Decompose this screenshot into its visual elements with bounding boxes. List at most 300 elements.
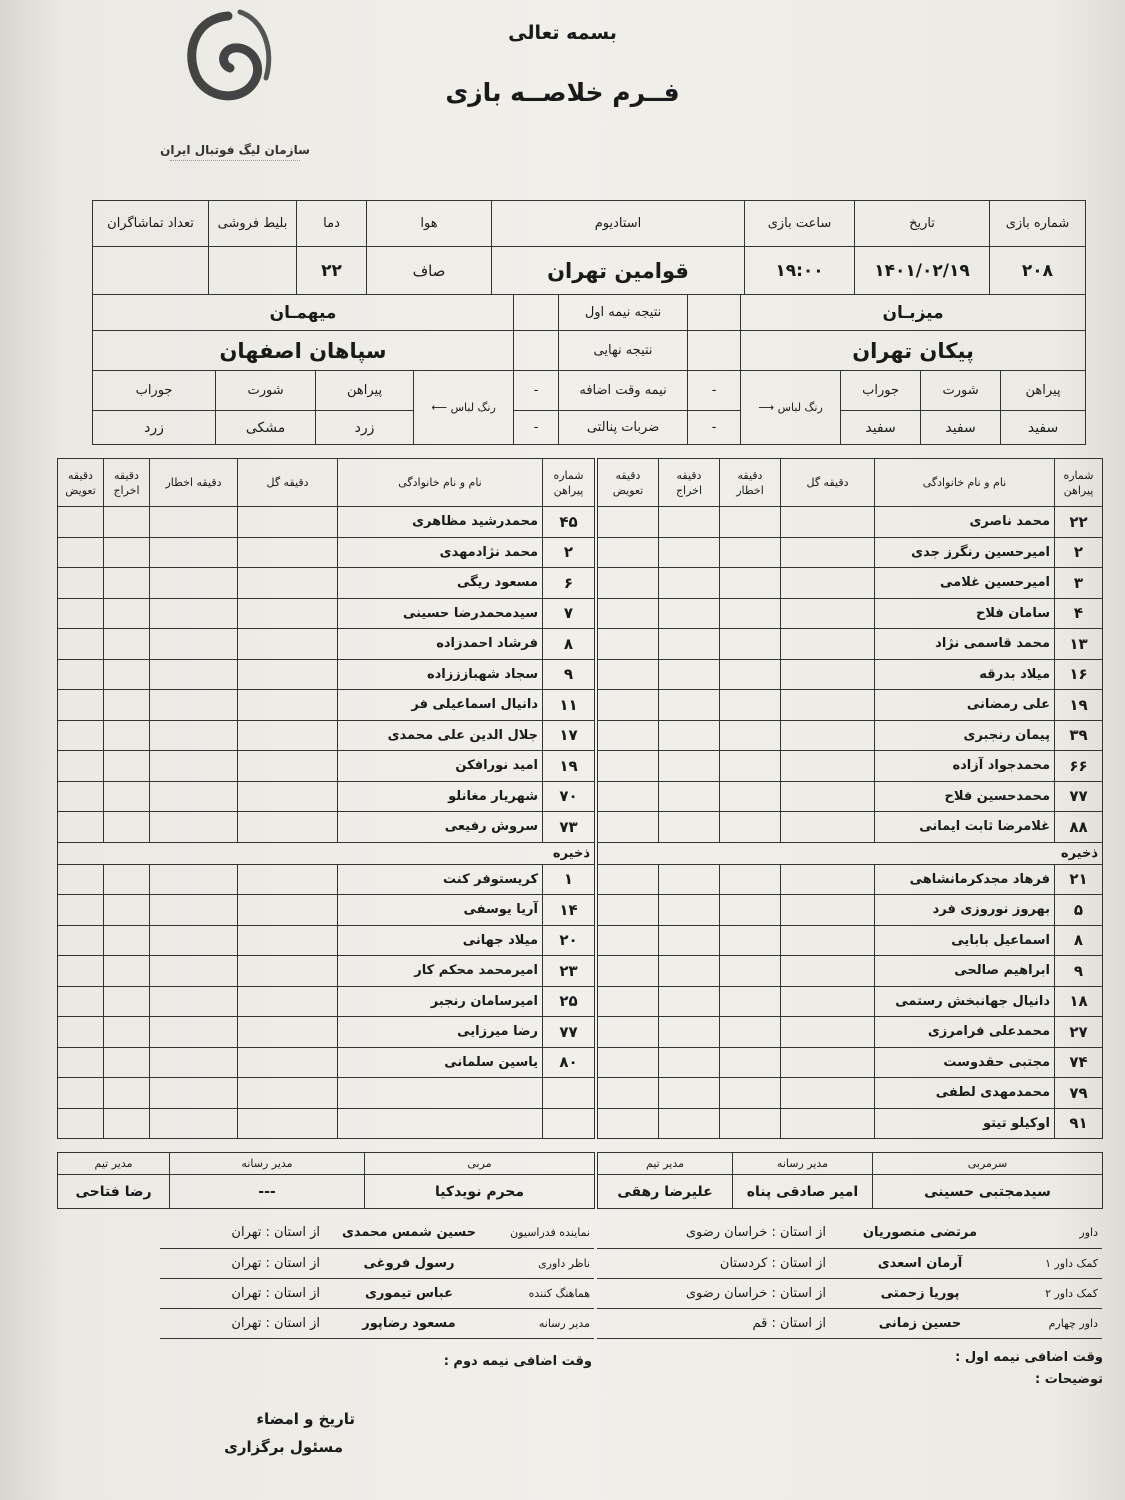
player-number: ۱۹ bbox=[543, 751, 595, 782]
ar1-label: کمک داور ۱ bbox=[1010, 1248, 1102, 1278]
minute-cell bbox=[150, 568, 238, 599]
minute-cell bbox=[104, 986, 150, 1017]
player-row bbox=[598, 812, 1103, 843]
minute-cell bbox=[659, 812, 720, 843]
guest-coach-label: مربی bbox=[365, 1153, 595, 1175]
minute-cell bbox=[659, 895, 720, 926]
minute-cell bbox=[150, 537, 238, 568]
minute-cell bbox=[720, 925, 781, 956]
minute-cell bbox=[58, 690, 104, 721]
minute-cell bbox=[104, 895, 150, 926]
player-number: ۳۹ bbox=[1055, 720, 1103, 751]
minute-cell bbox=[150, 751, 238, 782]
ref-observer-label: ناظر داوری bbox=[494, 1248, 594, 1278]
player-number: ۶ bbox=[543, 568, 595, 599]
referees-table bbox=[597, 1218, 1102, 1339]
weather-value: صاف bbox=[367, 247, 492, 295]
minute-cell bbox=[659, 864, 720, 895]
minute-cell bbox=[781, 720, 875, 751]
minute-cell bbox=[58, 864, 104, 895]
empty-row bbox=[58, 1078, 595, 1109]
minute-cell bbox=[238, 956, 338, 987]
fed-rep-label: نماینده فدراسیون bbox=[494, 1218, 594, 1248]
player-row bbox=[58, 507, 595, 538]
minute-cell bbox=[781, 1017, 875, 1048]
player-name: علی رمضانی bbox=[875, 690, 1055, 721]
minute-cell bbox=[598, 568, 659, 599]
player-row bbox=[58, 690, 595, 721]
player-row bbox=[58, 537, 595, 568]
minute-cell bbox=[104, 568, 150, 599]
player-name: محمد قاسمی نژاد bbox=[875, 629, 1055, 660]
player-name: مجتبی حقدوست bbox=[875, 1047, 1055, 1078]
host-label: میزبـان bbox=[741, 295, 1086, 331]
player-row bbox=[58, 812, 595, 843]
player-number: ۷۹ bbox=[1055, 1078, 1103, 1109]
referee-province: از استان : خراسان رضوی bbox=[597, 1218, 830, 1248]
host-header-warning: دقیقه اخطار bbox=[720, 459, 781, 507]
player-name: مسعود ریگی bbox=[338, 568, 543, 599]
minute-cell bbox=[598, 925, 659, 956]
guest-header-warning: دقیقه اخطار bbox=[150, 459, 238, 507]
ar2-name: پوریا زحمتی bbox=[830, 1278, 1010, 1308]
host-shirt-color: سفید bbox=[1001, 411, 1086, 445]
minute-cell bbox=[150, 1047, 238, 1078]
minute-cell bbox=[781, 1108, 875, 1139]
player-name: یاسین سلمانی bbox=[338, 1047, 543, 1078]
minute-cell bbox=[781, 751, 875, 782]
guest-players-table bbox=[57, 458, 595, 1139]
player-number: ۲۵ bbox=[543, 986, 595, 1017]
minute-cell bbox=[238, 690, 338, 721]
minute-cell bbox=[150, 659, 238, 690]
player-name: فرشاد احمدزاده bbox=[338, 629, 543, 660]
minute-cell bbox=[238, 925, 338, 956]
fourth-province: از استان : قم bbox=[597, 1308, 830, 1338]
minute-cell bbox=[104, 781, 150, 812]
minute-cell bbox=[659, 690, 720, 721]
minute-cell bbox=[720, 1047, 781, 1078]
minute-cell bbox=[781, 629, 875, 660]
guest-coach: محرم نویدکیا bbox=[365, 1175, 595, 1209]
player-row bbox=[58, 956, 595, 987]
minute-cell bbox=[58, 598, 104, 629]
minute-cell bbox=[781, 986, 875, 1017]
federation-officials-table bbox=[160, 1218, 594, 1339]
minute-cell bbox=[150, 1017, 238, 1048]
player-row bbox=[58, 720, 595, 751]
player-row bbox=[58, 1017, 595, 1048]
notes-label: توضیحات : bbox=[1035, 1372, 1103, 1387]
minute-cell bbox=[238, 568, 338, 599]
minute-cell bbox=[58, 659, 104, 690]
minute-cell bbox=[598, 1017, 659, 1048]
guest-header-sub: دقیقه تعویض bbox=[58, 459, 104, 507]
player-number: ۷ bbox=[543, 598, 595, 629]
minute-cell bbox=[104, 925, 150, 956]
referee-label: داور bbox=[1010, 1218, 1102, 1248]
player-number: ۱۶ bbox=[1055, 659, 1103, 690]
minute-cell bbox=[238, 537, 338, 568]
player-number: ۸ bbox=[543, 629, 595, 660]
minute-cell bbox=[781, 659, 875, 690]
minute-cell bbox=[720, 507, 781, 538]
player-number: ۸ bbox=[1055, 925, 1103, 956]
player-number: ۱۸ bbox=[1055, 986, 1103, 1017]
minute-cell bbox=[598, 598, 659, 629]
host-coach: سیدمجتبی حسینی bbox=[873, 1175, 1103, 1209]
minute-cell bbox=[781, 1047, 875, 1078]
minute-cell bbox=[104, 751, 150, 782]
host-header-sub: دقیقه تعویض bbox=[598, 459, 659, 507]
player-name: اسماعیل بابایی bbox=[875, 925, 1055, 956]
guest-media-label: مدیر رسانه bbox=[170, 1153, 365, 1175]
player-number: ۱۹ bbox=[1055, 690, 1103, 721]
host-media-label: مدیر رسانه bbox=[733, 1153, 873, 1175]
player-row bbox=[58, 925, 595, 956]
minute-cell bbox=[659, 568, 720, 599]
minute-cell bbox=[598, 1078, 659, 1109]
extra-half-label: نیمه وقت اضافه bbox=[559, 371, 688, 411]
minute-cell bbox=[150, 895, 238, 926]
minute-cell bbox=[659, 720, 720, 751]
player-name: اوکیلو تیتو bbox=[875, 1108, 1055, 1139]
minute-cell bbox=[104, 598, 150, 629]
teams-table bbox=[92, 294, 1086, 445]
minute-cell bbox=[720, 956, 781, 987]
player-row bbox=[58, 1047, 595, 1078]
player-name: آریا یوسفی bbox=[338, 895, 543, 926]
player-name: امیرحسین غلامی bbox=[875, 568, 1055, 599]
minute-cell bbox=[659, 1078, 720, 1109]
empty-row bbox=[58, 1108, 595, 1139]
minute-cell bbox=[720, 537, 781, 568]
minute-cell bbox=[150, 812, 238, 843]
player-row bbox=[58, 659, 595, 690]
host-socks-color: سفید bbox=[841, 411, 921, 445]
minute-cell bbox=[720, 781, 781, 812]
player-name: امید نورافکن bbox=[338, 751, 543, 782]
minute-cell bbox=[598, 537, 659, 568]
host-header-name: نام و نام خانوادگی bbox=[875, 459, 1055, 507]
minute-cell bbox=[238, 1017, 338, 1048]
player-name: محمدعلی فرامرزی bbox=[875, 1017, 1055, 1048]
host-manager: علیرضا رهقی bbox=[598, 1175, 733, 1209]
player-name: امیرحسین رنگرز جدی bbox=[875, 537, 1055, 568]
player-number: ۴ bbox=[1055, 598, 1103, 629]
guest-team-name: سپاهان اصفهان bbox=[93, 331, 514, 371]
minute-cell bbox=[720, 986, 781, 1017]
minute-cell bbox=[598, 895, 659, 926]
temp-value: ۲۲ bbox=[297, 247, 367, 295]
penalty-label: ضربات پنالتی bbox=[559, 411, 688, 445]
guest-header-goal: دقیقه گل bbox=[238, 459, 338, 507]
player-row bbox=[58, 629, 595, 660]
minute-cell bbox=[659, 659, 720, 690]
guest-staff-table bbox=[57, 1152, 595, 1209]
player-number: ۷۰ bbox=[543, 781, 595, 812]
guest-socks-label: جوراب bbox=[93, 371, 216, 411]
guest-kit-label: رنگ لباس ⟵ bbox=[414, 371, 514, 445]
minute-cell bbox=[150, 925, 238, 956]
player-row bbox=[598, 598, 1103, 629]
player-name: غلامرضا ثابت ایمانی bbox=[875, 812, 1055, 843]
host-coach-label: سرمربی bbox=[873, 1153, 1103, 1175]
minute-cell bbox=[104, 537, 150, 568]
host-manager-label: مدیر تیم bbox=[598, 1153, 733, 1175]
player-name: بهروز نوروزی فرد bbox=[875, 895, 1055, 926]
minute-cell bbox=[659, 781, 720, 812]
player-number: ۶۶ bbox=[1055, 751, 1103, 782]
final-result-value bbox=[688, 331, 741, 371]
minute-cell bbox=[659, 925, 720, 956]
penalty-guest: - bbox=[514, 411, 559, 445]
host-kit-label: رنگ لباس ⟶ bbox=[741, 371, 841, 445]
weather-label: هوا bbox=[367, 201, 492, 247]
player-name: کریستوفر کنت bbox=[338, 864, 543, 895]
minute-cell bbox=[598, 956, 659, 987]
player-name: شهریار مغانلو bbox=[338, 781, 543, 812]
minute-cell bbox=[598, 751, 659, 782]
minute-cell bbox=[781, 1078, 875, 1109]
minute-cell bbox=[238, 659, 338, 690]
referee-name: مرتضی منصوریان bbox=[830, 1218, 1010, 1248]
player-number: ۷۷ bbox=[1055, 781, 1103, 812]
player-row bbox=[598, 1047, 1103, 1078]
minute-cell bbox=[781, 812, 875, 843]
minute-cell bbox=[720, 568, 781, 599]
minute-cell bbox=[659, 598, 720, 629]
player-number: ۴۵ bbox=[543, 507, 595, 538]
player-number: ۷۴ bbox=[1055, 1047, 1103, 1078]
minute-cell bbox=[150, 720, 238, 751]
match-info-table bbox=[92, 200, 1086, 295]
spectators-label: تعداد تماشاگران bbox=[93, 201, 209, 247]
extra-half-guest: - bbox=[514, 371, 559, 411]
media-manager-label: مدیر رسانه bbox=[494, 1308, 594, 1338]
guest-header-name: نام و نام خانوادگی bbox=[338, 459, 543, 507]
minute-cell bbox=[58, 956, 104, 987]
match-no: ۲۰۸ bbox=[990, 247, 1086, 295]
time-label: ساعت بازی bbox=[745, 201, 855, 247]
minute-cell bbox=[598, 1108, 659, 1139]
fourth-name: حسین زمانی bbox=[830, 1308, 1010, 1338]
player-number: ۹ bbox=[1055, 956, 1103, 987]
final-result-guest bbox=[514, 331, 559, 371]
minute-cell bbox=[104, 1017, 150, 1048]
coordinator-name: عباس تیموری bbox=[324, 1278, 494, 1308]
minute-cell bbox=[58, 781, 104, 812]
player-row bbox=[598, 659, 1103, 690]
guest-manager: رضا فتاحی bbox=[58, 1175, 170, 1209]
minute-cell bbox=[238, 1047, 338, 1078]
player-number: ۲۳ bbox=[543, 956, 595, 987]
player-number: ۲ bbox=[543, 537, 595, 568]
player-name: فرهاد مجدکرمانشاهی bbox=[875, 864, 1055, 895]
player-number: ۷۷ bbox=[543, 1017, 595, 1048]
minute-cell bbox=[598, 812, 659, 843]
player-number: ۸۰ bbox=[543, 1047, 595, 1078]
minute-cell bbox=[58, 629, 104, 660]
player-row bbox=[598, 507, 1103, 538]
minute-cell bbox=[104, 812, 150, 843]
minute-cell bbox=[598, 720, 659, 751]
fed-rep-name: حسین شمس محمدی bbox=[324, 1218, 494, 1248]
player-name: جلال الدین علی محمدی bbox=[338, 720, 543, 751]
minute-cell bbox=[598, 629, 659, 660]
minute-cell bbox=[150, 986, 238, 1017]
player-number: ۱۷ bbox=[543, 720, 595, 751]
minute-cell bbox=[104, 629, 150, 660]
minute-cell bbox=[58, 986, 104, 1017]
player-row bbox=[58, 895, 595, 926]
tickets-label: بلیط فروشی bbox=[209, 201, 297, 247]
guest-manager-label: مدیر تیم bbox=[58, 1153, 170, 1175]
extra-half-host: - bbox=[688, 371, 741, 411]
minute-cell bbox=[238, 986, 338, 1017]
guest-header-redcard: دقیقه اخراج bbox=[104, 459, 150, 507]
minute-cell bbox=[781, 537, 875, 568]
player-name: محمدحسین فلاح bbox=[875, 781, 1055, 812]
media-manager-name: مسعود رضاپور bbox=[324, 1308, 494, 1338]
guest-header-number: شماره پیراهن bbox=[543, 459, 595, 507]
player-row bbox=[598, 568, 1103, 599]
org-subtitle-line bbox=[170, 160, 300, 165]
player-name: دانیال جهانبخش رستمی bbox=[875, 986, 1055, 1017]
ar2-label: کمک داور ۲ bbox=[1010, 1278, 1102, 1308]
minute-cell bbox=[720, 690, 781, 721]
minute-cell bbox=[58, 537, 104, 568]
tickets-value bbox=[209, 247, 297, 295]
player-number: ۷۳ bbox=[543, 812, 595, 843]
minute-cell bbox=[659, 537, 720, 568]
minute-cell bbox=[659, 751, 720, 782]
minute-cell bbox=[720, 1017, 781, 1048]
minute-cell bbox=[720, 629, 781, 660]
minute-cell bbox=[659, 1047, 720, 1078]
match-date: ۱۴۰۱/۰۲/۱۹ bbox=[855, 247, 990, 295]
fed-rep-province: از استان : تهران bbox=[160, 1218, 324, 1248]
minute-cell bbox=[58, 895, 104, 926]
minute-cell bbox=[781, 925, 875, 956]
player-row bbox=[598, 751, 1103, 782]
penalty-host: - bbox=[688, 411, 741, 445]
minute-cell bbox=[104, 659, 150, 690]
player-row bbox=[58, 864, 595, 895]
player-name: میلاد جهانی bbox=[338, 925, 543, 956]
player-number: ۳ bbox=[1055, 568, 1103, 599]
player-number: ۸۸ bbox=[1055, 812, 1103, 843]
minute-cell bbox=[659, 956, 720, 987]
minute-cell bbox=[781, 895, 875, 926]
minute-cell bbox=[720, 895, 781, 926]
player-row bbox=[598, 895, 1103, 926]
minute-cell bbox=[598, 690, 659, 721]
minute-cell bbox=[238, 598, 338, 629]
minute-cell bbox=[150, 598, 238, 629]
player-row bbox=[598, 956, 1103, 987]
minute-cell bbox=[720, 720, 781, 751]
player-name: سامان فلاح bbox=[875, 598, 1055, 629]
guest-shirt-label: پیراهن bbox=[316, 371, 414, 411]
minute-cell bbox=[104, 507, 150, 538]
minute-cell bbox=[238, 507, 338, 538]
reserve-section-label: ذخیره bbox=[598, 842, 1103, 864]
coordinator-province: از استان : تهران bbox=[160, 1278, 324, 1308]
minute-cell bbox=[58, 925, 104, 956]
guest-socks-color: زرد bbox=[93, 411, 216, 445]
minute-cell bbox=[781, 507, 875, 538]
guest-shorts-color: مشکی bbox=[216, 411, 316, 445]
ref-observer-name: رسول فروغی bbox=[324, 1248, 494, 1278]
minute-cell bbox=[720, 659, 781, 690]
player-row bbox=[58, 986, 595, 1017]
player-number: ۲۱ bbox=[1055, 864, 1103, 895]
minute-cell bbox=[781, 598, 875, 629]
host-header-number: شماره پیراهن bbox=[1055, 459, 1103, 507]
minute-cell bbox=[150, 781, 238, 812]
player-name: سجاد شهبازززاده bbox=[338, 659, 543, 690]
stadium-label: استادیوم bbox=[492, 201, 745, 247]
minute-cell bbox=[598, 986, 659, 1017]
minute-cell bbox=[781, 956, 875, 987]
minute-cell bbox=[659, 1017, 720, 1048]
guest-shirt-color: زرد bbox=[316, 411, 414, 445]
date-signature-label: تاریخ و امضاء bbox=[256, 1410, 355, 1428]
guest-label: میهمـان bbox=[93, 295, 514, 331]
host-header-redcard: دقیقه اخراج bbox=[659, 459, 720, 507]
host-shorts-label: شورت bbox=[921, 371, 1001, 411]
host-staff-table bbox=[597, 1152, 1103, 1209]
minute-cell bbox=[598, 1047, 659, 1078]
minute-cell bbox=[58, 507, 104, 538]
match-no-label: شماره بازی bbox=[990, 201, 1086, 247]
player-number: ۵ bbox=[1055, 895, 1103, 926]
minute-cell bbox=[659, 986, 720, 1017]
player-name: محمدرشید مظاهری bbox=[338, 507, 543, 538]
minute-cell bbox=[58, 751, 104, 782]
player-name: میلاد بدرقه bbox=[875, 659, 1055, 690]
player-number: ۹۱ bbox=[1055, 1108, 1103, 1139]
minute-cell bbox=[58, 1017, 104, 1048]
minute-cell bbox=[720, 1108, 781, 1139]
form-title: فــرم خلاصــه بازی bbox=[445, 78, 680, 107]
player-number: ۱۴ bbox=[543, 895, 595, 926]
coordinator-label: هماهنگ کننده bbox=[494, 1278, 594, 1308]
player-row bbox=[58, 751, 595, 782]
player-number: ۲۲ bbox=[1055, 507, 1103, 538]
date-label: تاریخ bbox=[855, 201, 990, 247]
reserve-section-label: ذخیره bbox=[58, 842, 595, 864]
player-number: ۱۱ bbox=[543, 690, 595, 721]
player-number: ۲ bbox=[1055, 537, 1103, 568]
player-number: ۱۳ bbox=[1055, 629, 1103, 660]
media-manager-province: از استان : تهران bbox=[160, 1308, 324, 1338]
minute-cell bbox=[104, 720, 150, 751]
match-time: ۱۹:۰۰ bbox=[745, 247, 855, 295]
player-number: ۱ bbox=[543, 864, 595, 895]
player-name: سیدمحمدرضا حسینی bbox=[338, 598, 543, 629]
host-players-table bbox=[597, 458, 1103, 1139]
extra-time-second-half: وقت اضافی نیمه دوم : bbox=[443, 1354, 592, 1369]
player-row bbox=[598, 537, 1103, 568]
player-row bbox=[598, 1078, 1103, 1109]
half-result-value bbox=[688, 295, 741, 331]
player-row bbox=[598, 925, 1103, 956]
minute-cell bbox=[104, 956, 150, 987]
host-shorts-color: سفید bbox=[921, 411, 1001, 445]
minute-cell bbox=[598, 864, 659, 895]
